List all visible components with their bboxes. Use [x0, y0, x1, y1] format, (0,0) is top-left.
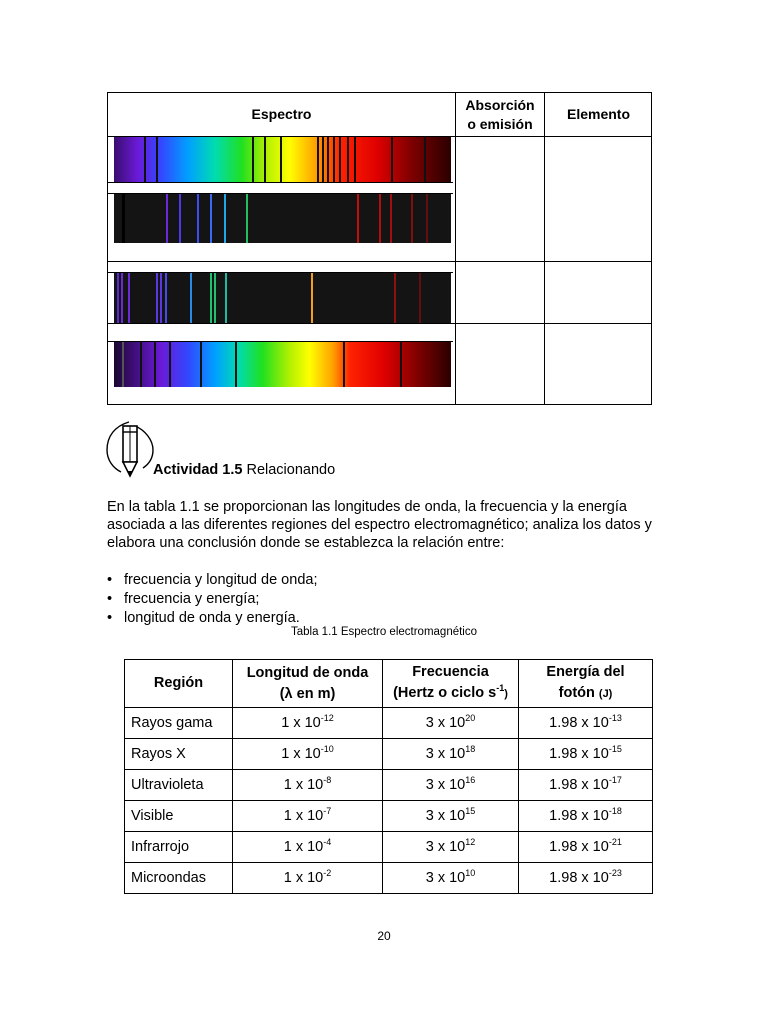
spectral-line: [311, 273, 313, 323]
spectral-line: [394, 273, 396, 323]
header-absorption: [456, 93, 544, 136]
header-element: Elemento: [566, 106, 630, 122]
spectral-line: [117, 273, 119, 323]
header-energy: [519, 660, 653, 708]
spectral-line: [246, 194, 248, 243]
cell-wavelength: [233, 832, 383, 863]
spectral-line: [426, 194, 428, 243]
spectral-line: [317, 137, 319, 182]
header-region: Región: [125, 660, 233, 708]
spectral-line: [156, 273, 158, 323]
cell-energy-exponent: -23: [608, 868, 622, 879]
cell-wavelength: [233, 801, 383, 832]
cell-wavelength-exponent: -8: [323, 775, 332, 786]
spectral-line: [210, 273, 212, 323]
spectral-line: [200, 342, 202, 387]
spectral-line: [154, 342, 156, 387]
cell-wavelength: [233, 770, 383, 801]
cell-region: [125, 863, 233, 894]
spectral-line: [144, 137, 146, 182]
cell-wavelength-value: 1 x 10: [281, 715, 321, 731]
cell-frequency: [383, 832, 519, 863]
spectral-line: [411, 194, 413, 243]
cell-region-value: Infrarrojo: [131, 839, 190, 855]
spectral-line: [419, 273, 421, 323]
spectral-line: [379, 194, 381, 243]
cell-frequency-value: 3 x 10: [425, 808, 466, 824]
instructions-paragraph: En la tabla 1.1 se proporcionan las longitudes de onda, la frecuencia y la energía asociada a las diferentes regiones del espectro electromagnético; analiza los datos y elabora una conclusión donde se establezca la relación entre:: [107, 499, 652, 551]
spectral-line: [166, 194, 168, 243]
spectral-line: [179, 194, 181, 243]
spectral-line: [210, 194, 212, 243]
cell-frequency-value: 3 x 10: [425, 715, 466, 731]
cell-frequency-value: 3 x 10: [425, 777, 466, 793]
spectral-line: [391, 137, 393, 182]
header-energy-unit: (J): [598, 688, 613, 700]
cell-frequency-value: 3 x 10: [425, 870, 466, 886]
spectral-line: [169, 342, 171, 387]
spectral-line: [400, 342, 402, 387]
spectral-line: [197, 194, 199, 243]
cell-wavelength-exponent: -12: [320, 713, 334, 724]
spectral-line: [190, 273, 192, 323]
cell-energy: [519, 708, 653, 739]
spectral-line: [327, 137, 329, 182]
header-frequency: [383, 660, 519, 708]
cell-energy-value: 1.98 x 10: [549, 715, 609, 731]
header-absorption-line2: o emisión: [467, 115, 533, 132]
header-wavelength: [233, 660, 383, 708]
spectral-line: [156, 137, 158, 182]
header-frequency-exponent: -1: [496, 683, 505, 694]
column-divider: [544, 93, 545, 404]
cell-region: [125, 770, 233, 801]
cell-wavelength-value: 1 x 10: [283, 839, 324, 855]
header-frequency-line2: (Hertz o ciclo s: [393, 685, 497, 701]
column-divider: [455, 93, 456, 404]
cell-frequency-exponent: 18: [465, 744, 476, 755]
header-frequency-line1: Frecuencia: [412, 664, 489, 680]
cell-region: [125, 801, 233, 832]
cell-region-value: Visible: [131, 808, 174, 824]
cell-wavelength-value: 1 x 10: [283, 870, 324, 886]
cell-frequency-value: 3 x 10: [425, 746, 466, 762]
spectral-line: [235, 342, 237, 387]
cell-energy-exponent: -13: [608, 713, 622, 724]
cell-energy-value: 1.98 x 10: [549, 839, 609, 855]
table-row: [125, 832, 653, 863]
cell-energy-exponent: -21: [608, 837, 622, 848]
cell-region: [125, 708, 233, 739]
cell-energy: [519, 863, 653, 894]
cell-frequency: [383, 708, 519, 739]
cell-energy-value: 1.98 x 10: [549, 746, 609, 762]
spectrum-image-4: [114, 342, 451, 387]
cell-region-value: Ultravioleta: [131, 777, 204, 793]
cell-energy: [519, 770, 653, 801]
spectral-line: [128, 273, 130, 323]
cell-region-value: Microondas: [131, 870, 206, 886]
cell-energy: [519, 832, 653, 863]
cell-frequency-value: 3 x 10: [425, 839, 466, 855]
spectrum-image-3: [114, 273, 451, 323]
spectral-line: [160, 273, 162, 323]
cell-wavelength-exponent: -2: [323, 868, 332, 879]
spectral-line: [252, 137, 254, 182]
table-row: [125, 801, 653, 832]
spectral-line: [347, 137, 349, 182]
activity-name: Relacionando: [246, 462, 336, 478]
cell-wavelength-value: 1 x 10: [283, 777, 324, 793]
spectral-line: [322, 137, 324, 182]
spectral-line: [121, 273, 123, 323]
cell-region: [125, 739, 233, 770]
table-row: [125, 770, 653, 801]
pencil-icon: [105, 420, 157, 478]
cell-wavelength: [233, 863, 383, 894]
spectral-line: [140, 342, 142, 387]
spectral-line: [390, 194, 392, 243]
cell-wavelength-exponent: -4: [323, 837, 332, 848]
list-item: • longitud de onda y energía.: [107, 609, 317, 628]
table-header-row: [125, 660, 653, 708]
row-divider: [108, 182, 453, 183]
cell-energy: [519, 801, 653, 832]
spectral-line: [264, 137, 266, 182]
cell-frequency: [383, 770, 519, 801]
table-row: [125, 708, 653, 739]
header-energy-line1: Energía del: [546, 664, 625, 680]
header-spectrum: Espectro: [251, 106, 312, 122]
spectrum-table: [107, 92, 652, 405]
spectral-line: [224, 194, 226, 243]
spectral-line: [165, 273, 167, 323]
spectral-line: [122, 194, 125, 243]
table-row: [125, 739, 653, 770]
cell-wavelength: [233, 708, 383, 739]
header-frequency-close: ): [504, 688, 508, 700]
cell-frequency-exponent: 12: [465, 837, 476, 848]
cell-wavelength-value: 1 x 10: [281, 746, 321, 762]
cell-frequency: [383, 801, 519, 832]
spectral-line: [343, 342, 345, 387]
spectral-line: [122, 342, 124, 387]
cell-frequency: [383, 863, 519, 894]
bullet-list: [107, 571, 317, 628]
spectral-line: [339, 137, 341, 182]
cell-energy-value: 1.98 x 10: [549, 808, 609, 824]
spectral-line: [357, 194, 359, 243]
cell-wavelength-value: 1 x 10: [283, 808, 324, 824]
spectral-line: [424, 137, 426, 182]
spectrum-data-table: [124, 659, 653, 894]
header-energy-line2: fotón: [558, 685, 595, 701]
spectral-line: [354, 137, 356, 182]
header-absorption-line1: Absorción: [465, 96, 535, 113]
cell-energy-value: 1.98 x 10: [549, 777, 609, 793]
activity-label: Actividad 1.5: [153, 462, 243, 478]
header-wavelength-line2: (λ en m): [279, 685, 336, 702]
cell-energy-value: 1.98 x 10: [549, 870, 609, 886]
table-caption: Tabla 1.1 Espectro electromagnético: [290, 626, 478, 638]
cell-energy-exponent: -17: [608, 775, 622, 786]
cell-wavelength-exponent: -7: [323, 806, 332, 817]
list-item: • frecuencia y longitud de onda;: [107, 571, 317, 590]
spectral-line: [214, 273, 216, 323]
cell-region: [125, 832, 233, 863]
header-wavelength-line1: Longitud de onda: [246, 664, 369, 681]
cell-region-value: Rayos gama: [131, 715, 213, 731]
spectrum-image-1: [114, 137, 451, 182]
cell-frequency-exponent: 15: [465, 806, 476, 817]
spectral-line: [225, 273, 227, 323]
cell-wavelength-exponent: -10: [320, 744, 334, 755]
list-item: • frecuencia y energía;: [107, 590, 317, 609]
cell-frequency: [383, 739, 519, 770]
page-number: 20: [377, 929, 391, 943]
table-row: [125, 863, 653, 894]
cell-energy: [519, 739, 653, 770]
cell-frequency-exponent: 20: [465, 713, 476, 724]
spectrum-image-2: [114, 194, 451, 243]
cell-frequency-exponent: 16: [465, 775, 476, 786]
activity-title: [153, 462, 335, 478]
row-divider: [108, 323, 651, 324]
cell-frequency-exponent: 10: [465, 868, 476, 879]
cell-energy-exponent: -18: [608, 806, 622, 817]
row-divider: [108, 261, 651, 262]
cell-energy-exponent: -15: [608, 744, 622, 755]
cell-region-value: Rayos X: [131, 746, 186, 762]
spectral-line: [333, 137, 335, 182]
cell-wavelength: [233, 739, 383, 770]
spectral-line: [280, 137, 282, 182]
